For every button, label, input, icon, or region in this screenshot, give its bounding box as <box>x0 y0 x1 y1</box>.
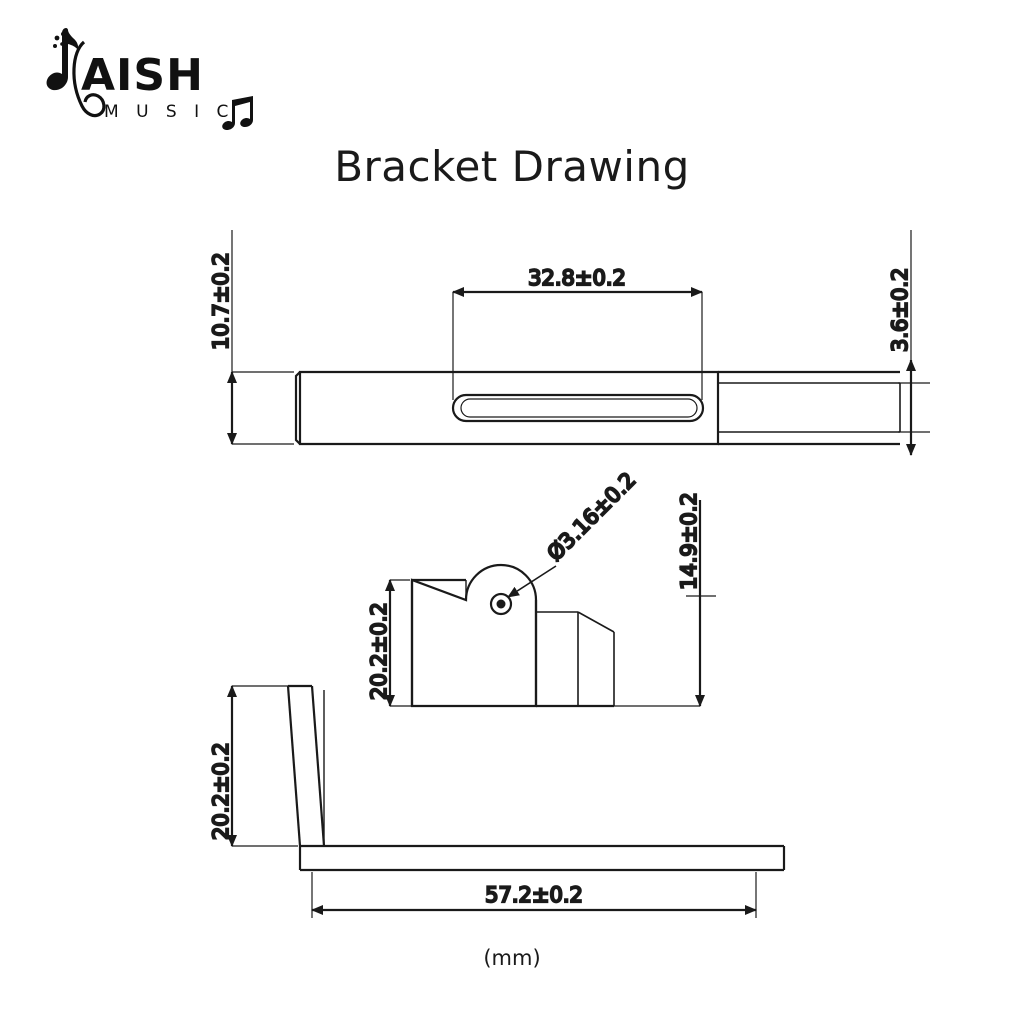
dim-slot-length <box>453 292 702 400</box>
dim-base-length-label: 57.2±0.2 <box>485 883 583 907</box>
dim-hole-diameter-leader <box>508 566 556 597</box>
top-view-outline <box>296 372 900 444</box>
dim-flange-height <box>390 580 700 706</box>
dim-leg-height <box>232 686 298 846</box>
dim-hole-diameter-label: Ø3.16±0.2 <box>542 467 641 566</box>
side-view-outline <box>288 686 784 870</box>
brand-subtitle: M U S I C <box>104 102 235 122</box>
unit-note: (mm) <box>483 946 541 970</box>
dim-top-height-label: 10.7±0.2 <box>209 252 233 350</box>
dim-slot-length-label: 32.8±0.2 <box>528 266 626 290</box>
dim-leg-height-label: 20.2±0.2 <box>209 742 233 840</box>
page-title: Bracket Drawing <box>334 142 690 191</box>
front-view-outline <box>412 565 614 706</box>
dim-flange-height-label: 20.2±0.2 <box>367 602 391 700</box>
dim-top-height <box>232 230 294 444</box>
dim-flange-width-label: 14.9±0.2 <box>677 492 701 590</box>
dim-tail-width-label: 3.6±0.2 <box>888 267 912 352</box>
brand-name: AISH <box>81 50 204 101</box>
